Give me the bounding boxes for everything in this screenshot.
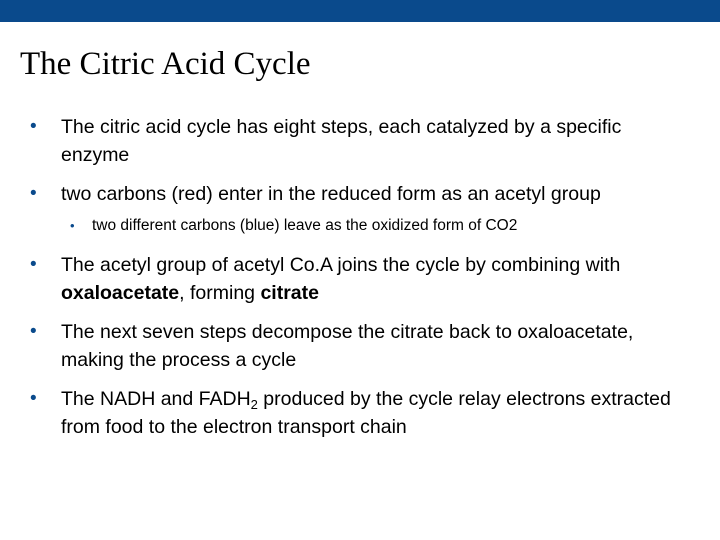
bullet-marker: • bbox=[30, 388, 37, 409]
sub-bullet-item bbox=[30, 215, 690, 237]
bullet-text: The citric acid cycle has eight steps, each catalyzed by a specific enzyme bbox=[61, 116, 622, 166]
bullet-marker: • bbox=[30, 321, 37, 342]
header-divider bbox=[0, 22, 720, 24]
bullet-item bbox=[30, 180, 690, 208]
bullet-marker: • bbox=[30, 183, 37, 204]
sub-bullet-text: two different carbons (blue) leave as the oxidized form of CO2 bbox=[92, 217, 518, 234]
bullet-marker: • bbox=[30, 116, 37, 137]
bullet-text-part: , forming bbox=[179, 282, 261, 304]
bullet-text: The next seven steps decompose the citrate back to oxaloacetate, making the process a cycle bbox=[61, 321, 634, 371]
bullet-marker: • bbox=[70, 218, 75, 233]
header-bar bbox=[0, 0, 720, 22]
bullet-item bbox=[30, 318, 690, 374]
bullet-text-part: produced by the cycle relay electrons extracted from food to the electron transport chain bbox=[61, 388, 671, 438]
bullet-text-part: The NADH and FADH bbox=[61, 388, 251, 410]
bold-term-oxaloacetate: oxaloacetate bbox=[61, 282, 180, 304]
slide-title: The Citric Acid Cycle bbox=[20, 46, 311, 82]
bullet-text: two carbons (red) enter in the reduced form as an acetyl group bbox=[61, 183, 601, 205]
bold-term-citrate: citrate bbox=[260, 282, 319, 304]
bullet-item bbox=[30, 385, 690, 441]
bullet-item bbox=[30, 113, 690, 169]
subscript: 2 bbox=[250, 397, 258, 412]
bullet-text bbox=[61, 388, 671, 438]
bullet-text-part: The acetyl group of acetyl Co.A joins the cycle by combining with bbox=[61, 254, 621, 276]
bullet-item bbox=[30, 251, 690, 307]
bullet-marker: • bbox=[30, 254, 37, 275]
bullet-text bbox=[61, 254, 620, 304]
bullet-list bbox=[30, 113, 690, 452]
